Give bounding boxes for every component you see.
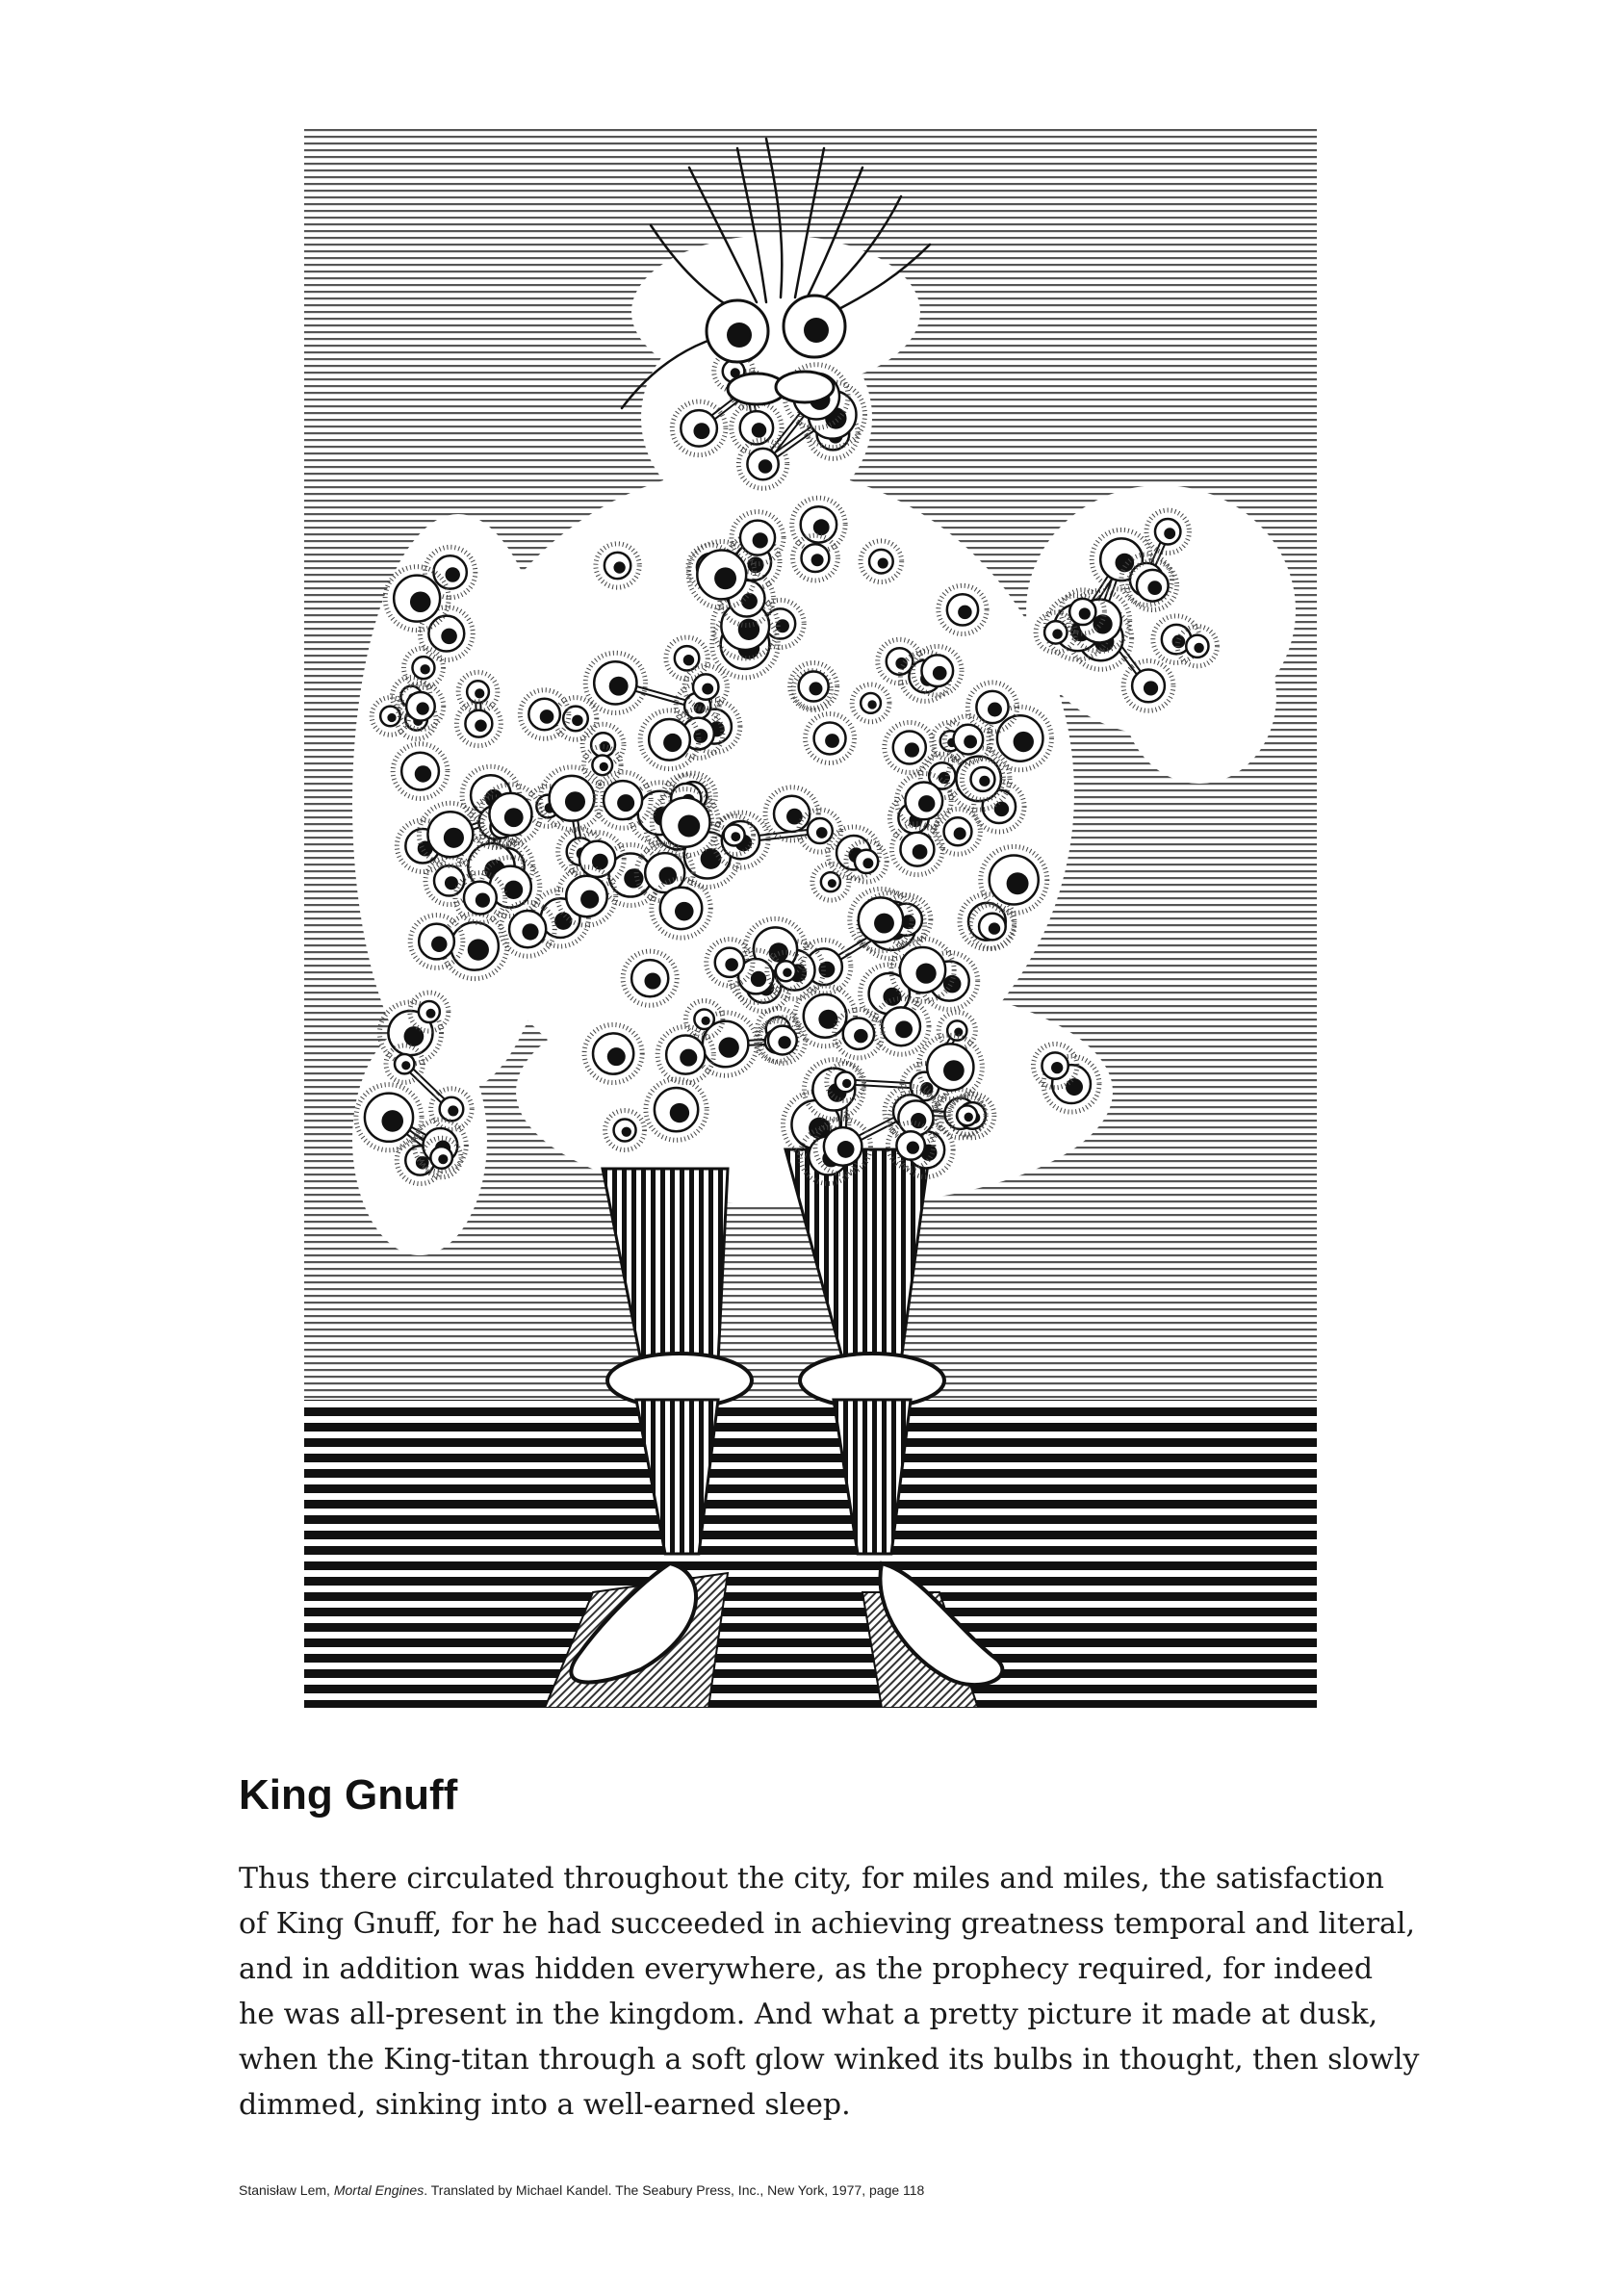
eye-pupil — [670, 1103, 689, 1122]
eye-pupil — [895, 1020, 913, 1038]
engraving-figure — [304, 129, 1317, 1708]
eye-pupil — [964, 735, 977, 749]
eye-pupil — [751, 971, 766, 987]
eye-pupil — [783, 968, 791, 977]
eye-pupil — [476, 892, 490, 907]
floor-stripes — [304, 1400, 1317, 1708]
eye-pupil — [592, 854, 608, 870]
eye-pupil — [401, 1061, 410, 1070]
body-paragraph — [239, 1856, 1420, 2128]
eye-pupil — [622, 1127, 631, 1137]
eye-pupil — [907, 1142, 919, 1154]
eye-pupil — [933, 666, 947, 681]
eye-pupil — [441, 629, 457, 645]
eye-pupil — [741, 593, 758, 609]
eye-pupil — [1052, 629, 1063, 639]
eye-pupil — [913, 844, 928, 860]
body-line: dimmed, sinking into a well-earned sleep. — [239, 2088, 851, 2122]
eye-pupil — [415, 765, 431, 782]
eye-pupil — [825, 734, 839, 748]
eye-pupil — [468, 939, 489, 960]
eye-pupil — [958, 606, 972, 620]
body-line: of King Gnuff, for he had succeeded in achieving greatness temporal and literal, — [239, 1907, 1416, 1941]
body-line: when the King-titan through a soft glow winked its bulbs in thought, then slowly — [239, 2043, 1420, 2077]
eye-pupil — [693, 423, 709, 439]
eye-pupil — [918, 795, 935, 812]
citation-author: Stanisław Lem, — [239, 2182, 334, 2198]
eye-pupil — [421, 664, 430, 674]
eye-pupil — [504, 808, 524, 827]
eye-pupil — [1051, 1062, 1063, 1073]
eye-pupil — [580, 890, 599, 909]
eye-pupil — [683, 655, 694, 665]
eye-pupil — [778, 1036, 790, 1048]
eye-pupil — [609, 677, 629, 696]
eye-pupil — [702, 684, 713, 695]
eye-pupil — [431, 937, 448, 953]
eye-pupil — [448, 1105, 458, 1116]
body-line: Thus there circulated throughout the city, for miles and miles, the satisfaction — [239, 1862, 1384, 1896]
eye-pupil — [811, 554, 824, 566]
eye-pupil — [714, 567, 736, 589]
eye-pupil — [572, 715, 583, 727]
eye-pupil — [867, 700, 876, 709]
eye-pupil — [702, 1017, 710, 1025]
eye-pupil — [680, 1049, 697, 1067]
eye-pupil — [565, 791, 585, 812]
eye-pupil — [410, 591, 431, 612]
eye-pupil — [475, 688, 484, 698]
eye-pupil — [644, 972, 660, 989]
eye-pupil — [444, 828, 464, 848]
eye-pupil — [915, 964, 936, 984]
citation — [239, 2182, 924, 2198]
eye-pupil — [554, 913, 572, 930]
eye-pupil — [438, 1154, 448, 1164]
eye-pupil — [600, 762, 608, 771]
eye-pupil — [818, 1010, 837, 1029]
eye-pupil — [752, 423, 766, 437]
eye-pupil — [540, 709, 554, 724]
eye-pupil — [522, 923, 538, 940]
eye-pupil — [725, 958, 738, 971]
eye-pupil — [1147, 580, 1162, 595]
eye-pupil — [965, 1113, 973, 1122]
eye-pupil — [837, 1141, 855, 1158]
eye-pupil — [828, 879, 836, 888]
eye-pupil — [426, 1009, 436, 1019]
king-gnuff-illustration — [304, 129, 1317, 1708]
eye-pupil — [994, 802, 1010, 817]
eye-pupil — [678, 815, 700, 838]
eye-pupil — [895, 658, 907, 669]
eye-pupil — [988, 703, 1002, 717]
eye-pupil — [979, 776, 990, 787]
eye-pupil — [813, 519, 830, 535]
page-title: King Gnuff — [239, 1771, 458, 1819]
eye-pupil — [989, 922, 1000, 934]
eye-pupil — [663, 734, 682, 752]
eye-pupil — [905, 742, 919, 757]
eye-pupil — [943, 1060, 965, 1081]
eye-pupil — [883, 988, 901, 1006]
eye-pupil — [1066, 1078, 1083, 1096]
citation-book-title: Mortal Engines — [333, 2182, 425, 2198]
eye-pupil — [387, 713, 396, 722]
eye-pupil — [613, 561, 625, 573]
eye-pupil — [1144, 681, 1158, 695]
eye-pupil — [1079, 607, 1091, 619]
eye-pupil — [731, 832, 740, 841]
eye-pupil — [445, 876, 458, 890]
eye-pupil — [810, 682, 823, 695]
body-line: and in addition was hidden everywhere, as the prophecy required, for indeed — [239, 1952, 1374, 1986]
eye-pupil — [1014, 732, 1034, 752]
eye-pupil — [718, 1037, 738, 1057]
eye-pupil — [759, 459, 773, 474]
citation-details: . Translated by Michael Kandel. The Seabury Press, Inc., New York, 1977, page 118 — [424, 2182, 925, 2198]
eye-pupil — [675, 902, 694, 921]
eye-pupil — [607, 1047, 626, 1066]
eye-pupil — [381, 1110, 403, 1132]
eye-pupil — [445, 567, 459, 581]
eye-pupil — [624, 868, 643, 888]
eye-pupil — [1115, 554, 1134, 573]
eye-pupil — [874, 914, 894, 934]
eye-pupil — [816, 827, 828, 838]
eye-pupil — [475, 720, 487, 733]
eye-pupil — [862, 858, 873, 868]
eye-pupil — [753, 532, 768, 548]
eye-pupil — [1164, 528, 1175, 539]
eye-pupil — [617, 794, 634, 812]
body-line: he was all-present in the kingdom. And what a pretty picture it made at dusk, — [239, 1998, 1378, 2031]
eye-pupil — [1007, 872, 1029, 894]
eye-pupil — [854, 1029, 868, 1044]
eye-pupil — [786, 809, 803, 825]
eye-pupil — [878, 558, 888, 569]
eye-pupil — [1194, 643, 1203, 653]
eye-pupil — [416, 702, 428, 714]
eye-pupil — [842, 1079, 851, 1088]
eye-pupil — [920, 1082, 933, 1095]
eye-pupil — [954, 827, 966, 839]
